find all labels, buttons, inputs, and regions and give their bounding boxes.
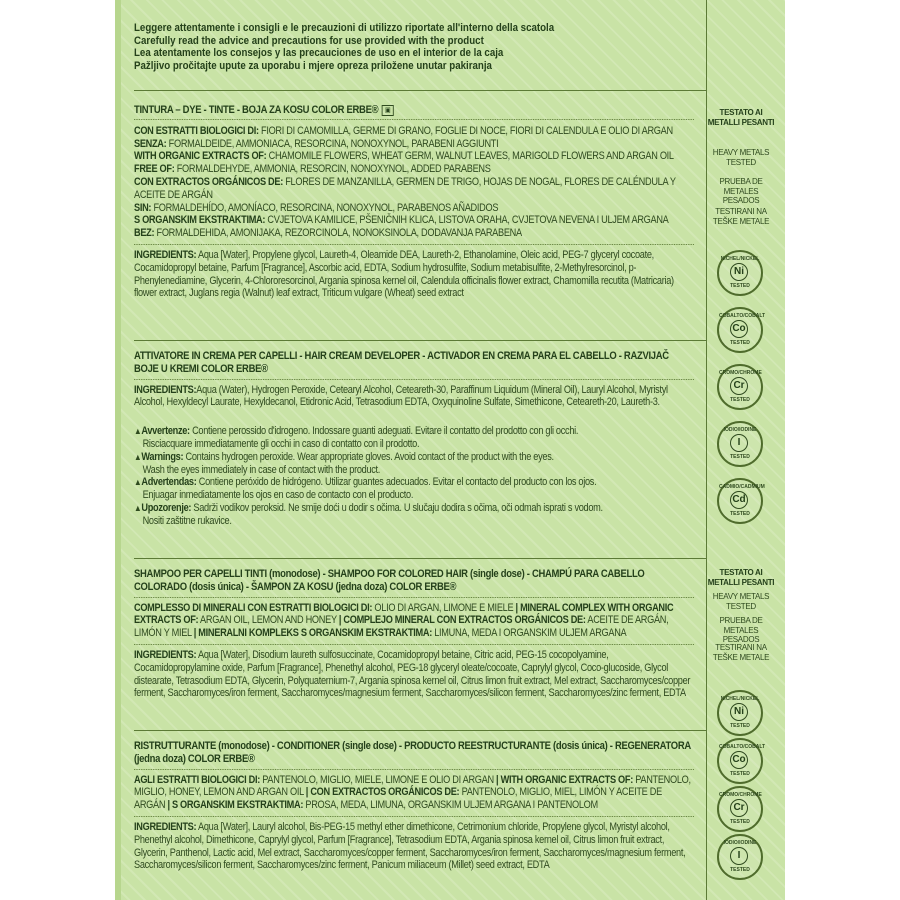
tested-es: PRUEBA DE METALES PESADOS (719, 177, 763, 205)
dye-line: SIN: FORMALDEHÍDO, AMONÍACO, RESORCINA, NONOXYNOL, PARABENOS AÑADIDOS (134, 201, 499, 214)
dye-line: WITH ORGANIC EXTRACTS OF: CHAMOMILE FLOWERS, WHEAT GERM, WALNUT LEAVES, MARIGOLD FLOWERS AND ARGAN OIL (134, 150, 674, 163)
tested-title: TESTATO AI METALLI PESANTI (707, 108, 775, 127)
separator (134, 730, 706, 731)
shampoo-complex: COMPLESSO DI MINERALI CON ESTRATTI BIOLOGICI DI: OLIO DI ARGAN, LIMONE E MIELE | MINERAL COMPLEX WITH ORGANIC EXTRACTS OF: ARGAN OIL, LEMON AND HONEY | COMPLEJO MINERAL CON EXTRACTOS ORGÁNICOS DE: ACEITE DE ARGÁN, LIMÓN Y MIEL | MINERALNI KOMPLEKS S ORGANSKIM EKSTRAKTIMA: LIMUNA, MEDA I ORGANSKIM ULJEM ARGANA (134, 601, 674, 640)
cadmium-badge-icon: CADMIO/CADMIUM Cd TESTED (717, 478, 763, 524)
shampoo-title: SHAMPOO PER CAPELLI TINTI (monodose) - SHAMPOO FOR COLORED HAIR (single dose) - CHAMPÚ PARA CABELLO COLORADO (dosis única) - ŠAMPON ZA KOSU (jedna doza) COLOR ERBE® (134, 568, 645, 593)
separator (134, 558, 706, 559)
dotted-divider (134, 379, 694, 380)
iodine-badge-icon: IODIO/IODINE I TESTED (717, 834, 763, 880)
dye-title: TINTURA – DYE - TINTE - BOJA ZA KOSU COLOR ERBE® ▣ (134, 104, 694, 117)
tested-en: HEAVY METALS TESTED (712, 148, 770, 167)
cobalt-badge-icon: COBALTO/COBALT Co TESTED (717, 738, 763, 784)
warning-cont: Enjuagar inmediatamente los ojos en caso de contacto con el producto. (142, 489, 414, 502)
developer-title: ATTIVATORE IN CREMA PER CAPELLI - HAIR CREAM DEVELOPER - ACTIVADOR EN CREMA PARA EL CABELLO - RAZVIJAČ BOJE U KREMI COLOR ERBE® (134, 350, 669, 375)
dye-line: BEZ: FORMALDEHIDA, AMONIJAKA, REZORCINOLA, NONOKSINOLA, DODAVANJA PARABENA (134, 227, 522, 240)
tested-title: TESTATO AI METALLI PESANTI (707, 568, 775, 587)
iodine-badge-icon: IODIO/IODINE I TESTED (717, 421, 763, 467)
separator (134, 90, 706, 91)
dotted-divider (134, 816, 694, 817)
dye-line: FREE OF: FORMALDEHYDE, AMMONIA, RESORCIN, NONOXYNOL, ADDED PARABENS (134, 163, 491, 176)
nickel-badge-icon: NICHEL/NICKEL Ni TESTED (717, 250, 763, 296)
warning-icon: ▲ (134, 426, 142, 437)
dye-line: S ORGANSKIM EKSTRAKTIMA: CVJETOVA KAMILICE, PŠENIČNIH KLICA, LISTOVA ORAHA, CVJETOVA NEVENA I ULJEM ARGANA (134, 214, 669, 227)
warning-icon: ▲ (134, 451, 142, 462)
shampoo-ingredients: INGREDIENTS: Aqua [Water], Disodium laureth sulfosuccinate, Cocamidopropyl betaine, Citric acid, PEG-15 cocopolyamine, Cocamidopropylamine oxide, Parfum [Fragrance], Phenethyl alcohol, PEG-18 glyceryl oleate/cocoate, Caprylyl glycol, Coco-glucoside, Glycol distearate, Tetrasodium EDTA, Glycerin, Polyquaternium-7, Argania spinosa kernel oil, Citrus limon fruit extract, Mel extract, Saccharomyces/copper ferment, Saccharomyces/iron ferment, Saccharomyces/magnesium ferment, Saccharomyces/silicon ferment, Saccharomyces/zinc ferment, EDTA (134, 648, 691, 700)
nickel-badge-icon: NICHEL/NICKEL Ni TESTED (717, 690, 763, 736)
header-line-en: Carefully read the advice and precautions for use provided with the product (134, 34, 484, 47)
dye-line: CON ESTRATTI BIOLOGICI DI: FIORI DI CAMOMILLA, GERME DI GRANO, FOGLIE DI NOCE, FIORI DI CALENDULA E OLIO DI ARGAN (134, 124, 673, 137)
conditioner-ingredients: INGREDIENTS: Aqua [Water], Lauryl alcohol, Bis-PEG-15 methyl ether dimethicone, Cetrimonium chloride, Propylene glycol, Myristyl alcohol, Phenethyl alcohol, Dimethicone, Caprylyl glycol, Parfum [Fragrance], Tetrasodium EDTA, Argania spinosa kernel oil, Citrus limon fruit extract, Glycerin, Panthenol, Lactic acid, Mel extract, Saccharomyces/copper ferment, Saccharomyces/iron ferment, Saccharomyces/magnesium ferment, Saccharomyces/silicon ferment, Saccharomyces/zinc ferment, Panicum miliaceum (Millet) seed extract, EDTA (134, 820, 686, 872)
warning-icon: ▲ (134, 477, 142, 488)
tested-hr: TESTIRANI NA TEŠKE METALE (712, 643, 770, 662)
warning-item: ▲Warnings: Contains hydrogen peroxide. Wear appropriate gloves. Avoid contact of the product with the eyes. (134, 450, 554, 463)
header-line-it: Leggere attentamente i consigli e le precauzioni di utilizzo riportate all'interno della scatola (134, 22, 555, 34)
warning-cont: Wash the eyes immediately in case of contact with the product. (142, 463, 381, 476)
tested-hr: TESTIRANI NA TEŠKE METALE (712, 207, 770, 226)
dotted-divider (134, 597, 694, 598)
chrome-badge-icon: CROMO/CHROME Cr TESTED (717, 786, 763, 832)
warning-cont: Risciacquare immediatamente gli occhi in caso di contatto con il prodotto. (142, 437, 420, 450)
dotted-divider (134, 769, 694, 770)
sheet-edge (115, 0, 121, 900)
dye-section (134, 104, 694, 300)
header-line-hr: Pažljivo pročitajte upute za uporabu i mjere opreza priložene unutar pakiranja (134, 59, 492, 72)
chrome-badge-icon: CROMO/CHROME Cr TESTED (717, 364, 763, 410)
developer-section (134, 350, 694, 528)
dotted-divider (134, 244, 694, 245)
dye-line: SENZA: FORMALDEIDE, AMMONIACA, RESORCINA, NONOXYNOL, PARABENI AGGIUNTI (134, 137, 499, 150)
developer-ingredients: INGREDIENTS:Aqua (Water), Hydrogen Peroxide, Cetearyl Alcohol, Ceteareth-30, Paraffinum Liquidum (Mineral Oil), Lauryl Alcohol, Myristyl Alcohol, Hexyldecyl Laurate, Hexyldecanol, Etidronic Acid, Tetrasodium EDTA, Oxyquinoline Sulfate, Simethicone, Ceteareth-20, Laureth-3. (134, 383, 668, 409)
warning-item: ▲Advertendas: Contiene peróxido de hidrógeno. Utilizar guantes adecuados. Evitar el contacto del producto con los ojos. (134, 476, 597, 489)
warning-item: ▲Upozorenje: Sadrži vodikov peroksid. Ne smije doći u dodir s očima. U slučaju dodira s očima, oči odmah isprati s vodom. (134, 501, 603, 514)
conditioner-title: RISTRUTTURANTE (monodose) - CONDITIONER (single dose) - PRODUCTO REESTRUCTURANTE (dosis única) - REGENERATORA (jedna doza) COLOR ERBE® (134, 740, 691, 765)
separator (134, 340, 706, 341)
conditioner-section (134, 740, 694, 872)
warning-cont: Nositi zaštitne rukavice. (142, 514, 232, 527)
heavy-metals-column (706, 0, 775, 900)
conditioner-extracts: AGLI ESTRATTI BIOLOGICI DI: PANTENOLO, MIGLIO, MIELE, LIMONE E OLIO DI ARGAN | WITH ORGANIC EXTRACTS OF: PANTENOLO, MIGLIO, HONEY, LEMON AND ARGAN OIL | CON EXTRACTOS ORGÁNICOS DE: PANTENOLO, MIGLIO, MIEL, LIMÓN Y ACEITE DE ARGÁN | S ORGANSKIM EKSTRAKTIMA: PROSA, MEDA, LIMUNA, ORGANSKIM ULJEM ARGANA I PANTENOLOM (134, 773, 691, 812)
tested-es: PRUEBA DE METALES PESADOS (719, 616, 763, 644)
tested-en: HEAVY METALS TESTED (712, 592, 770, 611)
dye-line: CON EXTRACTOS ORGÁNICOS DE: FLORES DE MANZANILLA, GERMEN DE TRIGO, HOJAS DE NOGAL, FLORES DE CALÉNDULA Y ACEITE DE ARGÁN (134, 175, 676, 201)
dotted-divider (134, 119, 694, 120)
warning-item: ▲Avvertenze: Contiene perossido d'idrogeno. Indossare guanti adeguati. Evitare il contatto del prodotto con gli occhi. (134, 425, 579, 438)
header-block (134, 22, 694, 72)
dotted-divider (134, 644, 694, 645)
shampoo-section (134, 568, 694, 700)
box-icon: ▣ (382, 105, 394, 116)
header-line-es: Lea atentamente los consejos y las precauciones de uso en el interior de la caja (134, 47, 504, 60)
warning-icon: ▲ (134, 502, 142, 513)
dye-ingredients: INGREDIENTS: Aqua [Water], Propylene glycol, Laureth-4, Oleamide DEA, Laureth-2, Ethanolamine, Oleic acid, PEG-7 glyceryl cocoate, Cocamidopropyl betaine, Parfum [Fragrance], Ascorbic acid, EDTA, Sodium hydrosulfite, Sodium metabisulfite, 2-Methylresorcinol, p-Phenylenediamine, Glycerin, 4-Chlororesorcinol, Argania spinosa kernel oil, Calendula officinalis flower extract, Chamomilla recutita (Matricaria) flower extract, Juglans regia (Walnut) leaf extract, Triticum vulgare (Wheat) seed extract (134, 248, 674, 300)
cobalt-badge-icon: COBALTO/COBALT Co TESTED (717, 307, 763, 353)
